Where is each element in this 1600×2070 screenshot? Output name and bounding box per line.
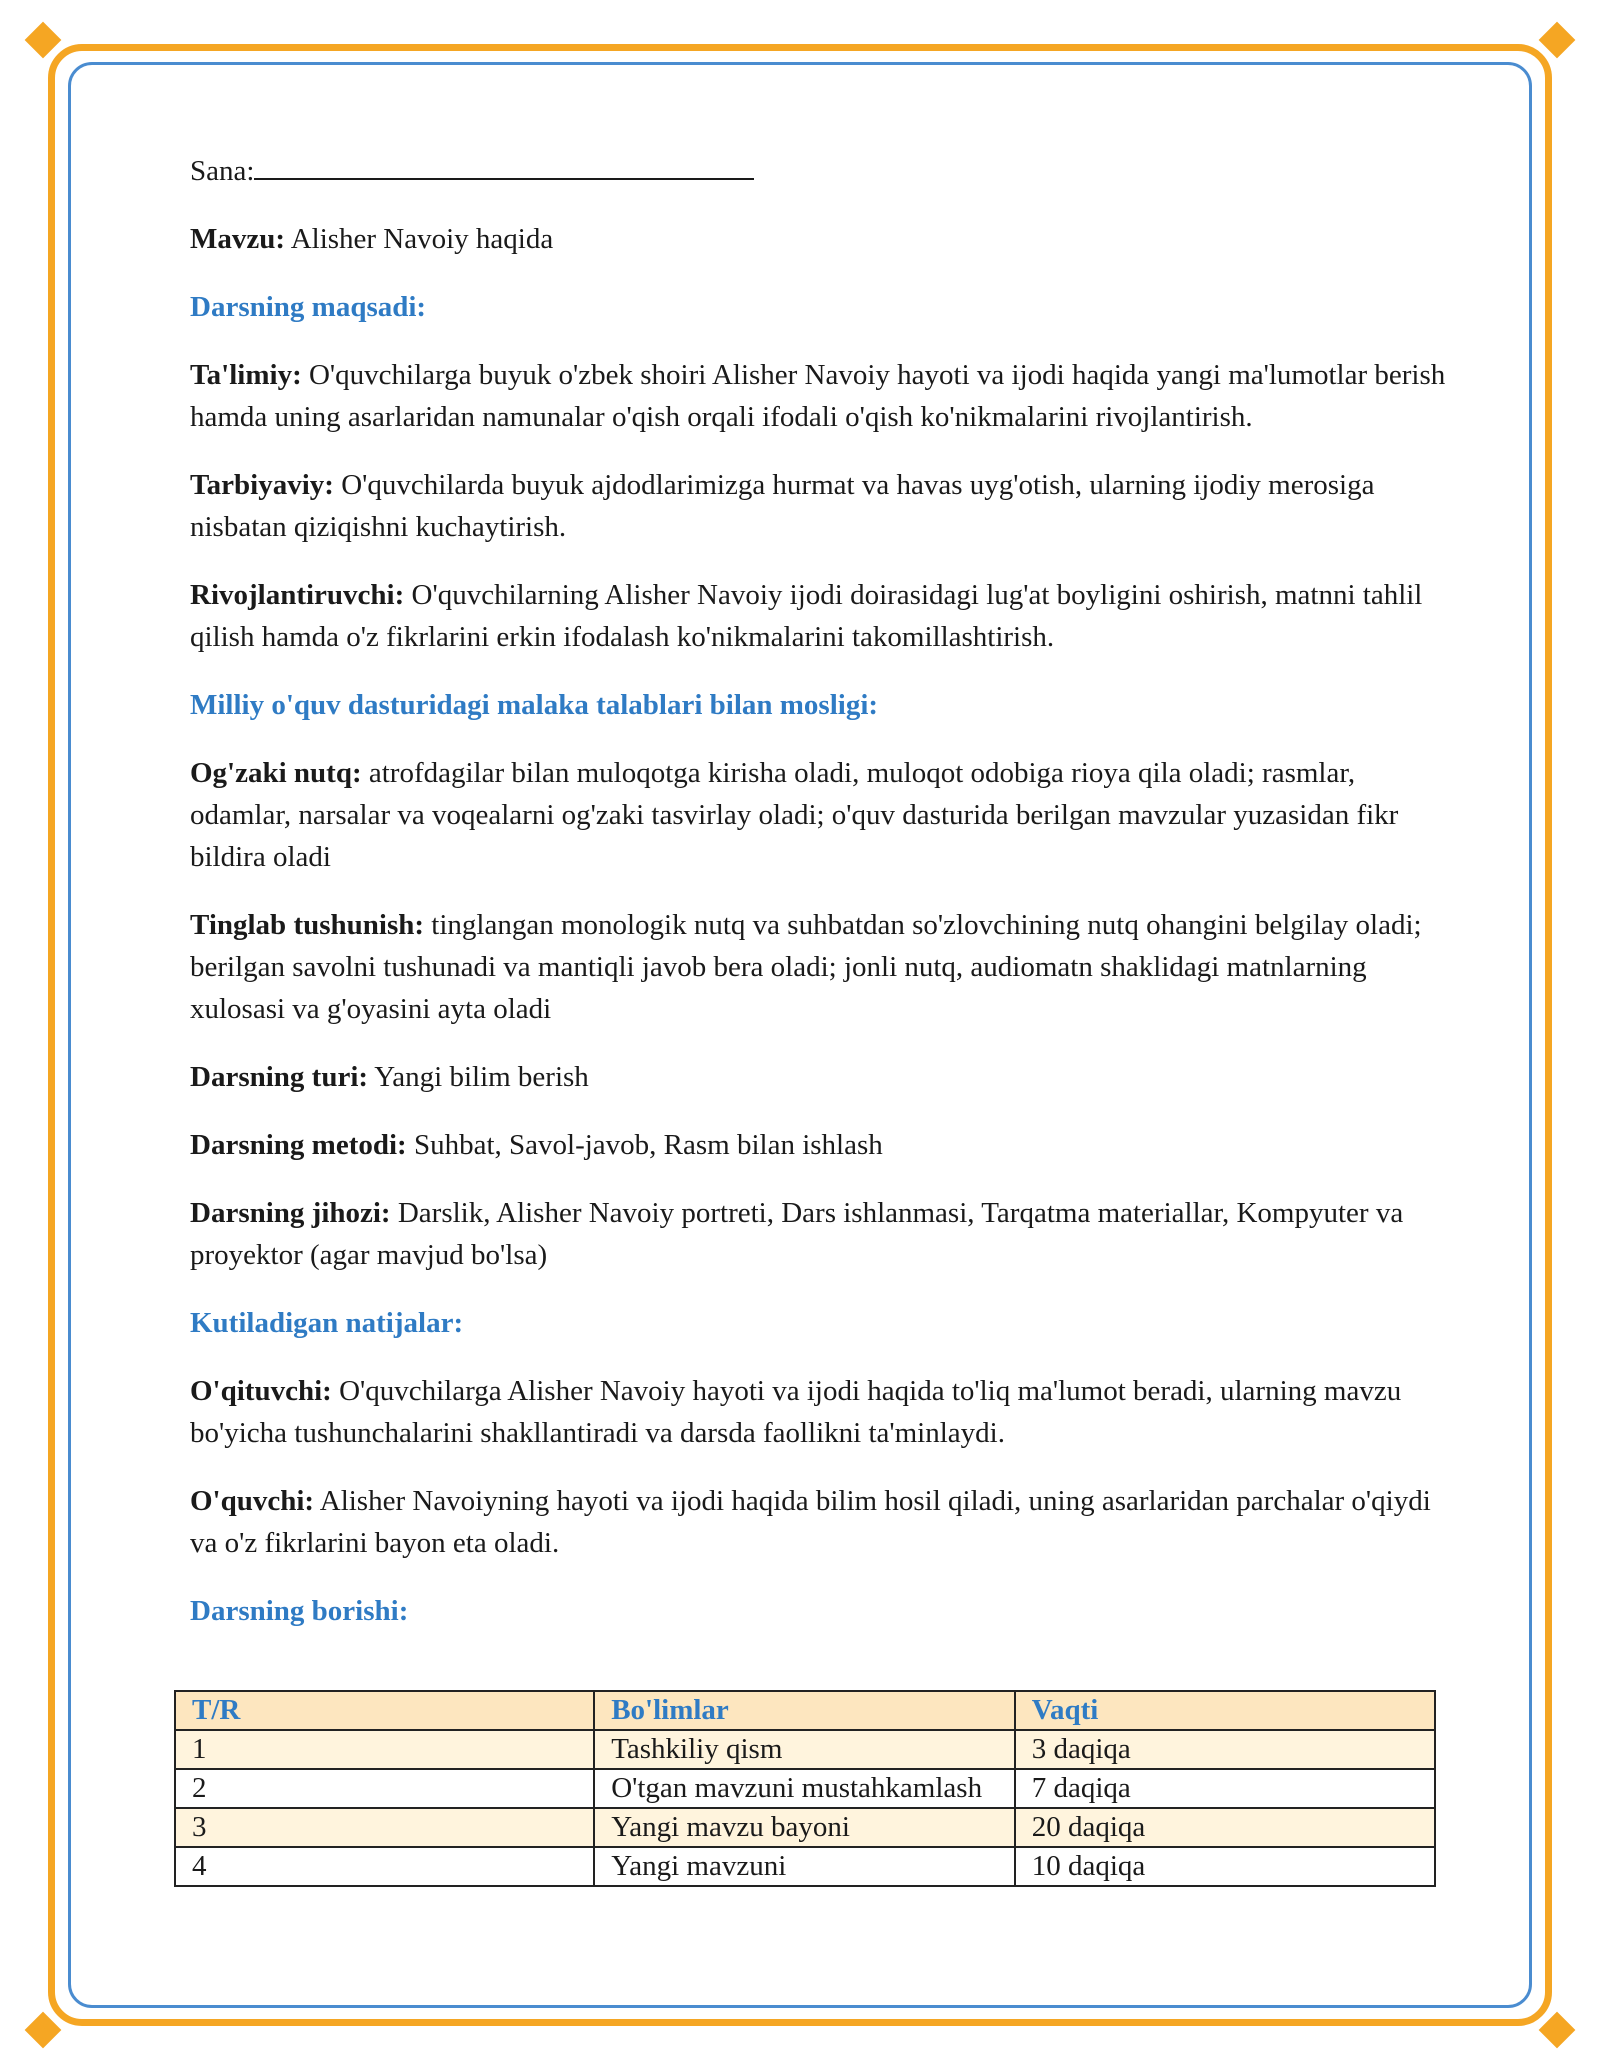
lesson-plan-table	[174, 1690, 1436, 1887]
table-cell: 2	[175, 1769, 594, 1808]
table-cell: 3	[175, 1808, 594, 1847]
maqsad-item	[190, 574, 1450, 658]
table-cell: Yangi mavzu bayoni	[594, 1808, 1015, 1847]
mavzu-value: Alisher Navoiy haqida	[290, 223, 554, 255]
item-text: atrofdagilar bilan muloqotga kirisha oladi, muloqot odobiga rioya qila oladi; rasmlar, odamlar, narsalar va voqealarni og'zaki tasvirlay oladi; o'quv dasturida berilgan mavzular yuzasidan fikr bildira oladi	[190, 757, 1399, 873]
table-row	[175, 1808, 1435, 1847]
item-text: Darslik, Alisher Navoiy portreti, Dars ishlanmasi, Tarqatma materiallar, Kompyuter va proyektor (agar mavjud bo'lsa)	[190, 1197, 1404, 1271]
item-label: Ta'limiy:	[190, 359, 302, 391]
table-cell: Yangi mavzuni	[594, 1847, 1015, 1886]
corner-diamond-icon	[25, 2012, 62, 2049]
malaka-item	[190, 904, 1450, 1030]
mavzu	[190, 218, 1450, 260]
item-text: Alisher Navoiyning hayoti va ijodi haqida bilim hosil qiladi, uning asarlaridan parchalar o'qiydi va o'z fikrlarini bayon eta oladi.	[190, 1485, 1431, 1559]
item-text: O'quvchilarga Alisher Navoiy hayoti va ijodi haqida to'liq ma'lumot beradi, ularning mavzu bo'yicha tushunchalarini shakllantiradi va darsda faollikni ta'minlaydi.	[190, 1375, 1402, 1449]
corner-diamond-icon	[1539, 2012, 1576, 2049]
item-text: O'quvchilarda buyuk ajdodlarimizga hurmat va havas uyg'otish, ularning ijodiy merosiga nisbatan qiziqishni kuchaytirish.	[190, 469, 1375, 543]
column-header: Vaqti	[1015, 1691, 1435, 1730]
table-cell: 1	[175, 1730, 594, 1769]
maqsad-item	[190, 354, 1450, 438]
table-row	[175, 1769, 1435, 1808]
table-cell: 10 daqiqa	[1015, 1847, 1435, 1886]
item-label: Rivojlantiruvchi:	[190, 579, 405, 611]
document-body	[190, 148, 1450, 1658]
table-cell: Tashkiliy qism	[594, 1730, 1015, 1769]
detail-item	[190, 1124, 1450, 1166]
section-heading-natijalar: Kutiladigan natijalar:	[190, 1307, 464, 1339]
sana-label: Sana:	[190, 155, 255, 187]
mavzu-label: Mavzu:	[190, 223, 286, 255]
table-cell: 20 daqiqa	[1015, 1808, 1435, 1847]
sana-blank	[254, 148, 754, 180]
detail-item	[190, 1056, 1450, 1098]
maqsad-item	[190, 464, 1450, 548]
section-heading-maqsad: Darsning maqsadi:	[190, 291, 427, 323]
item-label: Darsning jihozi:	[190, 1197, 391, 1229]
item-text: O'quvchilarning Alisher Navoiy ijodi doirasidagi lug'at boyligini oshirish, matnni tahlil qilish hamda o'z fikrlarini erkin ifodalash ko'nikmalarini takomillashtirish.	[190, 579, 1423, 653]
item-label: Darsning metodi:	[190, 1129, 407, 1161]
table-cell: 3 daqiqa	[1015, 1730, 1435, 1769]
item-text: Suhbat, Savol-javob, Rasm bilan ishlash	[413, 1129, 883, 1161]
natija-item	[190, 1480, 1450, 1564]
item-label: O'quvchi:	[190, 1485, 315, 1517]
item-text: tinglangan monologik nutq va suhbatdan so'zlovchining nutq ohangini belgilay oladi; berilgan savolni tushunadi va mantiqli javob bera oladi; jonli nutq, audiomatn shaklidagi matnlarning xulosasi va g'oyasini ayta oladi	[190, 909, 1422, 1025]
item-label: O'qituvchi:	[190, 1375, 332, 1407]
item-label: Og'zaki nutq:	[190, 757, 362, 789]
table-cell: 4	[175, 1847, 594, 1886]
detail-item	[190, 1192, 1450, 1276]
column-header: Bo'limlar	[594, 1691, 1015, 1730]
corner-diamond-icon	[25, 22, 62, 59]
table-cell: 7 daqiqa	[1015, 1769, 1435, 1808]
sana-line	[190, 148, 1450, 192]
malaka-item	[190, 752, 1450, 878]
item-text: O'quvchilarga buyuk o'zbek shoiri Alisher Navoiy hayoti va ijodi haqida yangi ma'lumotlar berish hamda uning asarlaridan namunalar o'qish orqali ifodali o'qish ko'nikmalarini rivojlantirish.	[190, 359, 1446, 433]
item-label: Tinglab tushunish:	[190, 909, 425, 941]
item-label: Darsning turi:	[190, 1061, 369, 1093]
table-header-row	[175, 1691, 1435, 1730]
column-header: T/R	[175, 1691, 594, 1730]
natija-item	[190, 1370, 1450, 1454]
table-cell: O'tgan mavzuni mustahkamlash	[594, 1769, 1015, 1808]
item-label: Tarbiyaviy:	[190, 469, 334, 501]
section-heading-malaka: Milliy o'quv dasturidagi malaka talablari bilan mosligi:	[190, 689, 879, 721]
item-text: Yangi bilim berish	[374, 1061, 589, 1093]
section-heading-borishi: Darsning borishi:	[190, 1595, 409, 1627]
corner-diamond-icon	[1539, 22, 1576, 59]
table-row	[175, 1730, 1435, 1769]
table-row	[175, 1847, 1435, 1886]
